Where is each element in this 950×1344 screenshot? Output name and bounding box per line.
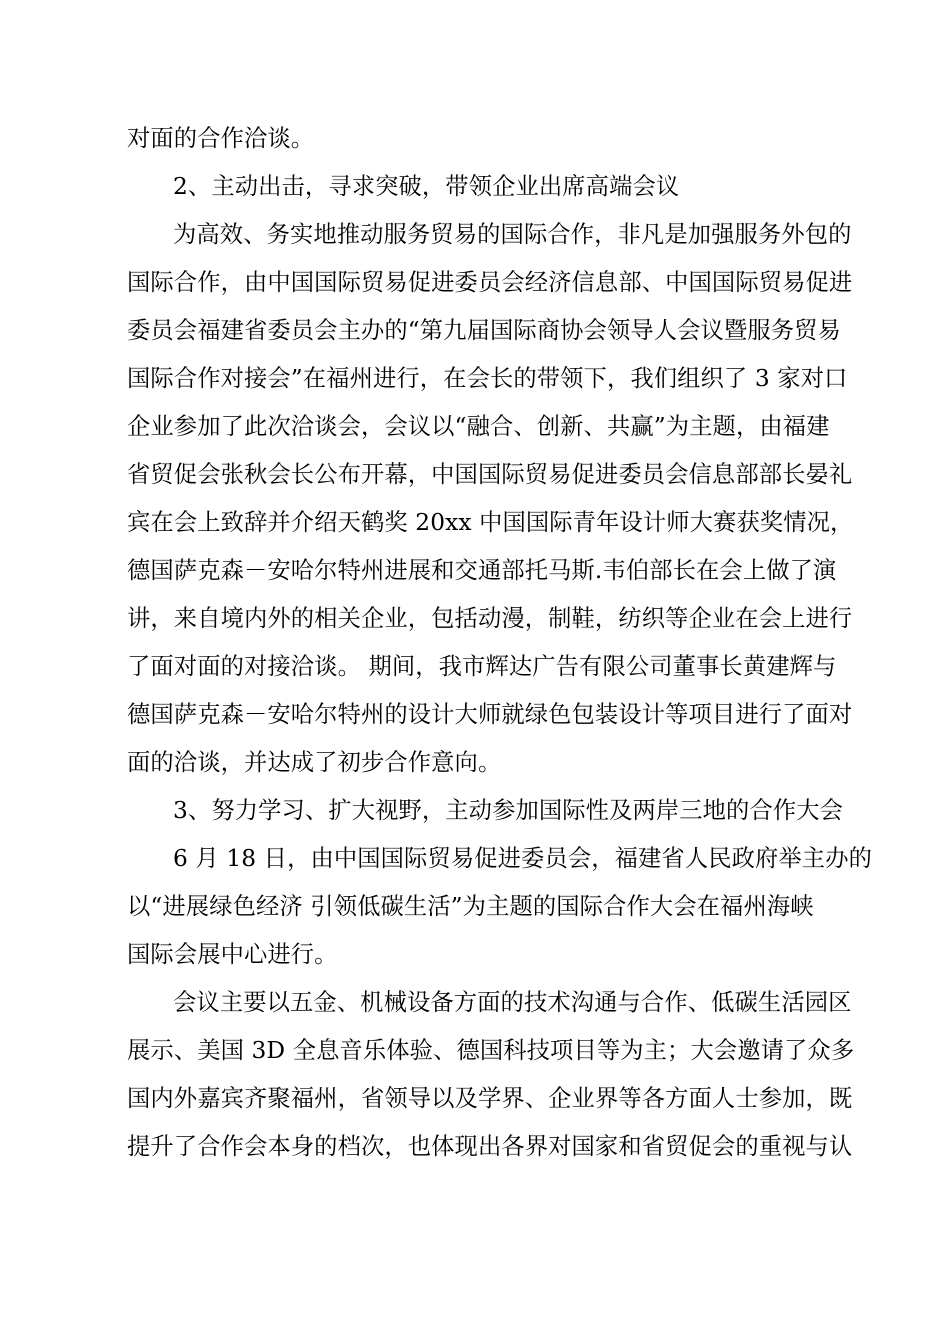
text-line: 为高效、务实地推动服务贸易的国际合作，非凡是加强服务外包的 — [173, 221, 852, 248]
document-body — [127, 115, 872, 1171]
text-line: 会议主要以五金、机械设备方面的技术沟通与合作、低碳生活园区 — [173, 989, 852, 1016]
text-line: 3、努力学习、扩大视野，主动参加国际性及两岸三地的合作大会 — [173, 797, 844, 824]
text-line: 德国萨克森－安哈尔特州的设计大师就绿色包装设计等项目进行了面对 — [127, 701, 853, 728]
text-line: 2、主动出击，寻求突破，带领企业出席高端会议 — [173, 173, 680, 200]
text-line: 国际合作，由中国国际贸易促进委员会经济信息部、中国国际贸易促进 — [127, 269, 853, 296]
paragraph-6 — [127, 979, 855, 1171]
text-line: 了面对面的对接洽谈。 期间，我市辉达广告有限公司董事长黄建辉与 — [127, 653, 837, 680]
text-line: 展示、美国 3D 全息音乐体验、德国科技项目等为主；大会邀请了众多 — [127, 1037, 855, 1064]
text-line: 省贸促会张秋会长公布开幕，中国国际贸易促进委员会信息部部长晏礼 — [127, 461, 853, 488]
heading-item-3 — [127, 787, 844, 835]
text-line: 德国萨克森－安哈尔特州进展和交通部托马斯.韦伯部长在会上做了演 — [127, 557, 837, 584]
text-line: 国际会展中心进行。 — [127, 941, 338, 968]
text-line: 6 月 18 日，由中国国际贸易促进委员会，福建省人民政府举主办的 — [173, 845, 872, 872]
text-line: 讲，来自境内外的相关企业，包括动漫，制鞋，纺织等企业在会上进行 — [127, 605, 853, 632]
text-line: 国际合作对接会”在福州进行，在会长的带领下，我们组织了 3 家对口 — [127, 365, 848, 392]
text-line: 对面的合作洽谈。 — [127, 125, 315, 152]
text-line: 国内外嘉宾齐聚福州，省领导以及学界、企业界等各方面人士参加，既 — [127, 1085, 853, 1112]
text-line: 提升了合作会本身的档次，也体现出各界对国家和省贸促会的重视与认 — [127, 1133, 853, 1160]
text-line: 企业参加了此次洽谈会，会议以“融合、创新、共赢”为主题，由福建 — [127, 413, 830, 440]
heading-item-2 — [127, 163, 827, 211]
paragraph-5 — [127, 835, 872, 979]
paragraph-3 — [127, 211, 854, 787]
text-line: 委员会福建省委员会主办的“第九届国际商协会领导人会议暨服务贸易 — [127, 317, 841, 344]
text-line: 面的洽谈，并达成了初步合作意向。 — [127, 749, 502, 776]
paragraph-1 — [127, 115, 827, 163]
text-line: 以“进展绿色经济 引领低碳生活”为主题的国际合作大会在福州海峡 — [127, 893, 814, 920]
text-line: 宾在会上致辞并介绍天鹤奖 20xx 中国国际青年设计师大赛获奖情况， — [127, 509, 854, 536]
